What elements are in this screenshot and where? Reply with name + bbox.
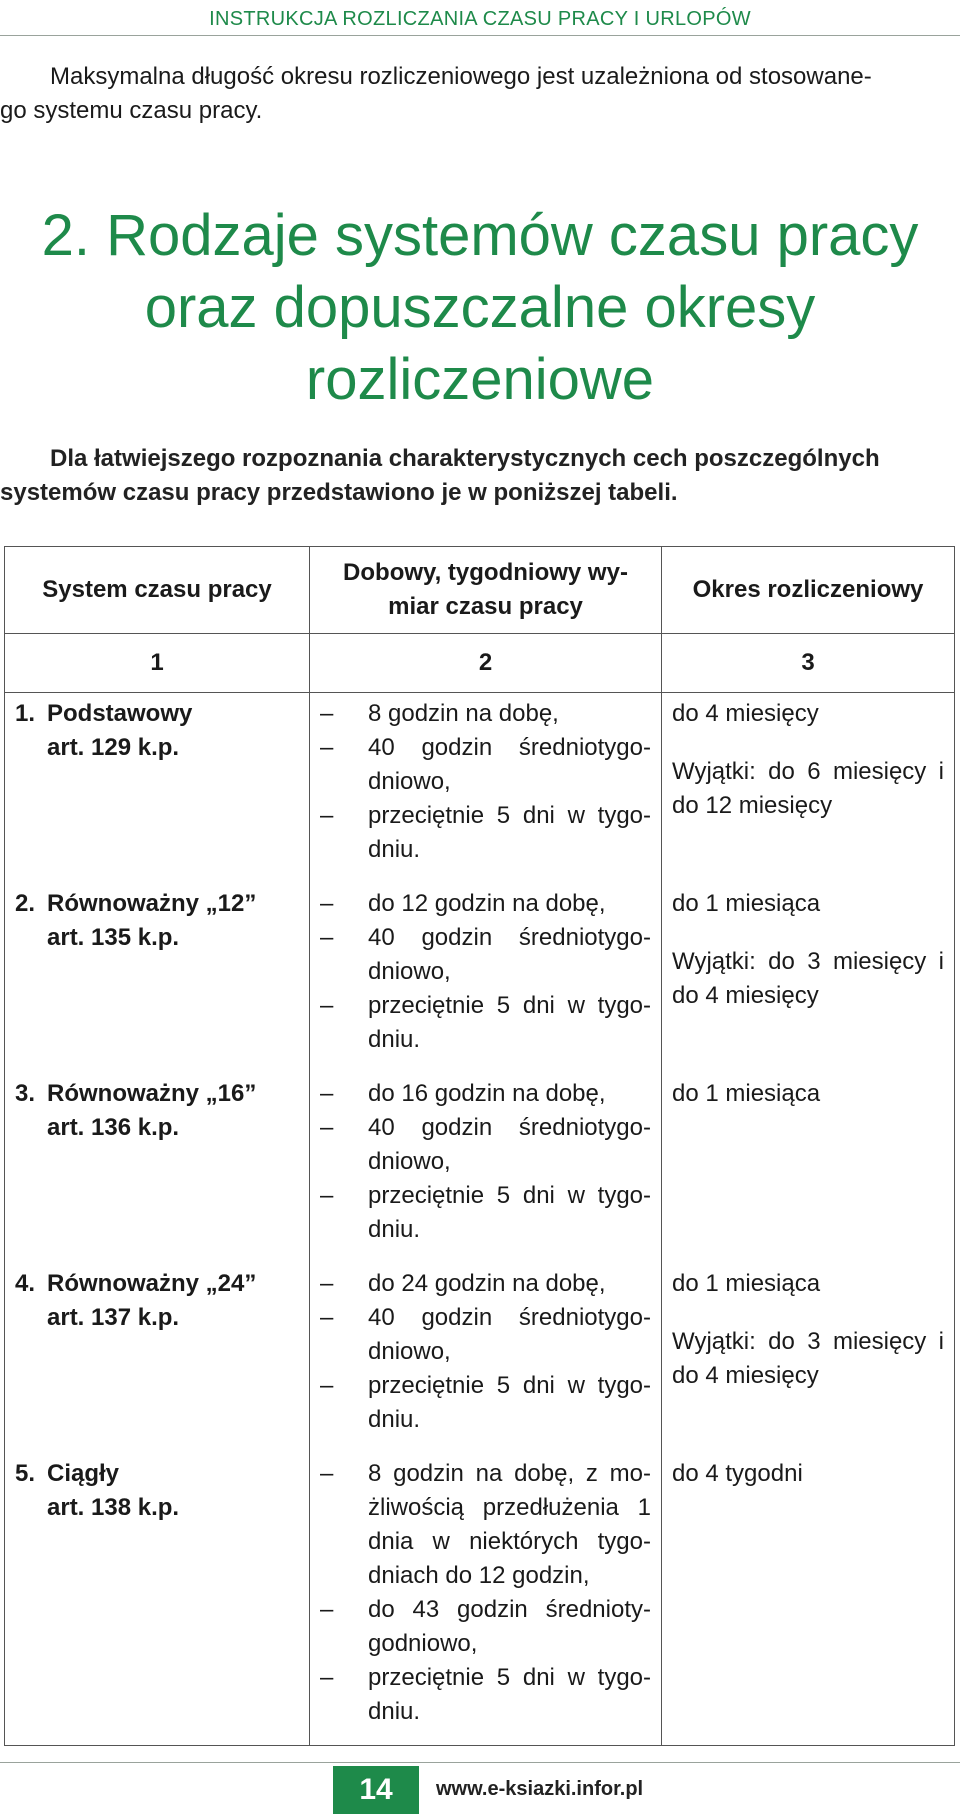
lead-line-1: Dla łatwiejszego rozpoznania charakterystycznych cech poszczególnych	[50, 445, 880, 472]
dash-bullet: –	[320, 1372, 334, 1399]
footer-divider	[0, 1762, 960, 1763]
system-article: art. 138 k.p.	[47, 1494, 180, 1521]
header-dimension-line-1: Dobowy, tygodniowy wy-	[343, 559, 628, 586]
dimension-cell	[310, 1263, 662, 1453]
website-url: www.e-ksiazki.infor.pl	[436, 1778, 644, 1800]
system-name	[15, 697, 299, 731]
dash-bullet: –	[320, 924, 334, 951]
header-dimension-line-2: miar czasu pracy	[388, 593, 583, 620]
dimension-item	[320, 887, 651, 921]
dimension-text: przeciętnie 5 dni w tygo-dniu.	[368, 1182, 651, 1243]
dimension-item	[320, 921, 651, 989]
dash-bullet: –	[320, 1664, 334, 1691]
dash-bullet: –	[320, 1304, 334, 1331]
system-label: Równoważny „12”	[47, 890, 257, 917]
dimension-cell	[310, 693, 662, 884]
intro-paragraph	[0, 60, 952, 128]
system-name	[15, 1457, 299, 1491]
system-cell	[5, 1263, 310, 1453]
dimension-text: do 12 godzin na dobę,	[368, 890, 606, 917]
table-body	[5, 693, 955, 1746]
dash-bullet: –	[320, 1182, 334, 1209]
intro-line-2: go systemu czasu pracy.	[0, 97, 263, 124]
dash-bullet: –	[320, 1114, 334, 1141]
system-label: Równoważny „16”	[47, 1080, 257, 1107]
dimension-text: 40 godzin średniotygo-dniowo,	[368, 1304, 651, 1365]
dimension-text: 40 godzin średniotygo-dniowo,	[368, 734, 651, 795]
lead-paragraph	[0, 442, 956, 510]
dimension-item	[320, 1369, 651, 1437]
dash-bullet: –	[320, 1596, 334, 1623]
dash-bullet: –	[320, 734, 334, 761]
lead-line-2: systemów czasu pracy przedstawiono je w poniższej tabeli.	[0, 479, 678, 506]
settlement-period: do 1 miesiąca	[672, 890, 821, 917]
system-name	[15, 1077, 299, 1111]
system-number: 5.	[15, 1460, 36, 1487]
dimension-item	[320, 1267, 651, 1301]
dimension-item	[320, 1111, 651, 1179]
section-title-line-2: oraz dopuszczalne okresy	[144, 275, 816, 340]
dimension-text: do 16 godzin na dobę,	[368, 1080, 606, 1107]
system-cell	[5, 693, 310, 884]
dimension-cell	[310, 1073, 662, 1263]
header-period: Okres rozliczeniowy	[662, 547, 955, 634]
table-row	[5, 883, 955, 1073]
dimension-item	[320, 799, 651, 867]
table-header-row	[5, 547, 955, 634]
system-cell	[5, 1453, 310, 1746]
column-number-3: 3	[662, 634, 955, 693]
system-cell	[5, 1073, 310, 1263]
system-name	[15, 1267, 299, 1301]
system-name	[15, 887, 299, 921]
period-cell	[662, 1073, 955, 1263]
dimension-list	[320, 1267, 651, 1437]
dimension-list	[320, 887, 651, 1057]
table-row	[5, 1073, 955, 1263]
dimension-text: przeciętnie 5 dni w tygo-dniu.	[368, 802, 651, 863]
dimension-item	[320, 731, 651, 799]
system-article: art. 136 k.p.	[47, 1114, 180, 1141]
dash-bullet: –	[320, 890, 334, 917]
settlement-period: do 1 miesiąca	[672, 1270, 821, 1297]
column-number-1: 1	[5, 634, 310, 693]
dash-bullet: –	[320, 700, 334, 727]
dash-bullet: –	[320, 1080, 334, 1107]
running-head: INSTRUKCJA ROZLICZANIA CZASU PRACY I URLOPÓW	[209, 8, 751, 30]
system-number: 2.	[15, 890, 36, 917]
system-number: 4.	[15, 1270, 36, 1297]
header-dimension	[310, 547, 662, 634]
dimension-list	[320, 1457, 651, 1729]
dimension-text: 8 godzin na dobę,	[368, 700, 559, 727]
dimension-item	[320, 1077, 651, 1111]
period-cell	[662, 1263, 955, 1453]
system-article: art. 137 k.p.	[47, 1304, 180, 1331]
section-title-line-1: 2. Rodzaje systemów czasu pracy	[41, 203, 919, 268]
dimension-cell	[310, 1453, 662, 1746]
system-label: Równoważny „24”	[47, 1270, 257, 1297]
dash-bullet: –	[320, 1270, 334, 1297]
section-title	[0, 200, 960, 416]
period-cell	[662, 883, 955, 1073]
dimension-text: do 43 godzin średnioty-godniowo,	[368, 1596, 651, 1657]
dimension-text: przeciętnie 5 dni w tygo-dniu.	[368, 1664, 651, 1725]
dimension-text: 8 godzin na dobę, z mo-żliwością przedłużenia 1 dnia w niektórych tygo-dniach do 12 godzin,	[368, 1460, 651, 1589]
system-number: 3.	[15, 1080, 36, 1107]
dimension-item	[320, 1661, 651, 1729]
dimension-item	[320, 989, 651, 1057]
dimension-item	[320, 1301, 651, 1369]
dimension-text: przeciętnie 5 dni w tygo-dniu.	[368, 992, 651, 1053]
system-article: art. 129 k.p.	[47, 734, 180, 761]
dash-bullet: –	[320, 992, 334, 1019]
work-time-systems-table	[4, 546, 955, 1746]
dimension-cell	[310, 883, 662, 1073]
table-row	[5, 1453, 955, 1746]
period-exceptions: Wyjątki: do 3 miesięcy i do 4 miesięcy	[672, 1328, 944, 1389]
settlement-period: do 4 miesięcy	[672, 700, 819, 727]
dimension-item	[320, 1179, 651, 1247]
column-number-2: 2	[310, 634, 662, 693]
system-label: Ciągły	[47, 1460, 120, 1487]
table-row	[5, 693, 955, 884]
section-title-line-3: rozliczeniowe	[305, 347, 655, 412]
settlement-period: do 1 miesiąca	[672, 1080, 821, 1107]
page-number: 14	[333, 1766, 419, 1814]
dimension-text: do 24 godzin na dobę,	[368, 1270, 606, 1297]
dimension-text: 40 godzin średniotygo-dniowo,	[368, 1114, 651, 1175]
system-article: art. 135 k.p.	[47, 924, 180, 951]
system-label: Podstawowy	[47, 700, 193, 727]
dimension-text: przeciętnie 5 dni w tygo-dniu.	[368, 1372, 651, 1433]
system-cell	[5, 883, 310, 1073]
dimension-text: 40 godzin średniotygo-dniowo,	[368, 924, 651, 985]
dash-bullet: –	[320, 802, 334, 829]
header-system: System czasu pracy	[5, 547, 310, 634]
period-exceptions: Wyjątki: do 3 miesięcy i do 4 miesięcy	[672, 948, 944, 1009]
dimension-item	[320, 697, 651, 731]
dimension-item	[320, 1457, 651, 1593]
header-divider	[0, 35, 960, 36]
period-cell	[662, 1453, 955, 1746]
period-exceptions: Wyjątki: do 6 miesięcy i do 12 miesięcy	[672, 758, 944, 819]
column-number-row	[5, 634, 955, 693]
dimension-list	[320, 697, 651, 867]
dimension-item	[320, 1593, 651, 1661]
dimension-list	[320, 1077, 651, 1247]
period-cell	[662, 693, 955, 884]
table-row	[5, 1263, 955, 1453]
dash-bullet: –	[320, 1460, 334, 1487]
system-number: 1.	[15, 700, 36, 727]
settlement-period: do 4 tygodni	[672, 1460, 803, 1487]
intro-line-1: Maksymalna długość okresu rozliczeniowego jest uzależniona od stosowane-	[50, 63, 872, 90]
